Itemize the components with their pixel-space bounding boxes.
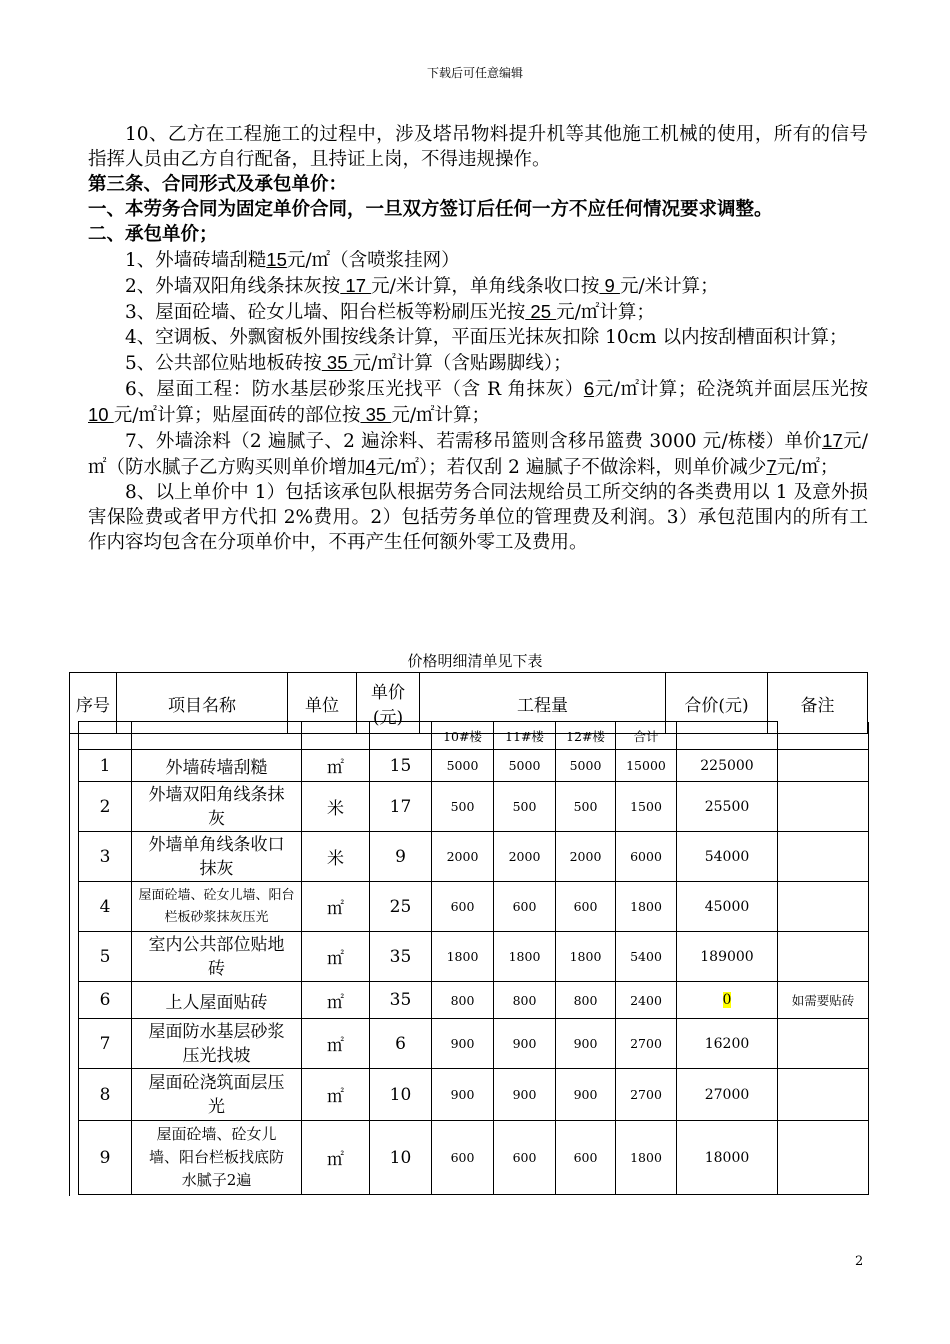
text: 元/㎡计算；贴屋面砖的部位按 bbox=[113, 405, 361, 426]
price-value: 6 bbox=[583, 378, 595, 399]
header-price: 单价(元) bbox=[357, 673, 420, 734]
total-price: 225000 bbox=[677, 750, 778, 782]
qty-building-10: 500 bbox=[432, 782, 494, 832]
price-item-3 bbox=[88, 299, 868, 325]
item-name: 屋面砼浇筑面层压光 bbox=[132, 1069, 302, 1121]
qty-building-11: 500 bbox=[494, 782, 556, 832]
remark bbox=[778, 1069, 869, 1121]
table-row bbox=[79, 832, 869, 882]
table-row bbox=[79, 932, 869, 982]
qty-building-10: 1800 bbox=[432, 932, 494, 982]
total-price: 189000 bbox=[677, 932, 778, 982]
text: 元/㎡计算；砼浇筑并面层压光按 bbox=[594, 379, 868, 400]
price-item-4: 4、空调板、外飘窗板外围按线条计算，平面压光抹灰扣除 10cm 以内按刮槽面积计算； bbox=[125, 327, 848, 348]
item-name: 室内公共部位贴地砖 bbox=[132, 932, 302, 982]
item-unit: ㎡ bbox=[302, 1069, 370, 1121]
item-name: 上人屋面贴砖 bbox=[132, 982, 302, 1019]
header-note: 下载后可任意编辑 bbox=[426, 66, 523, 80]
table-row bbox=[79, 750, 869, 782]
total-price: 27000 bbox=[677, 1069, 778, 1121]
section-one-heading: 一、本劳务合同为固定单价合同，一旦双方签订后任何一方不应任何情况要求调整。 bbox=[88, 199, 773, 220]
price-value: 17 bbox=[340, 275, 372, 296]
qty-sum: 2400 bbox=[616, 982, 677, 1019]
price-value: 25 bbox=[525, 301, 557, 322]
header-building-11: 11#楼 bbox=[494, 722, 556, 750]
row-number: 9 bbox=[79, 1121, 132, 1195]
price-item-2 bbox=[88, 273, 868, 299]
row-number: 3 bbox=[79, 832, 132, 882]
qty-building-11: 900 bbox=[494, 1019, 556, 1069]
qty-sum: 1800 bbox=[616, 882, 677, 932]
text: 元/㎡）；若仅刮 2 遍腻子不做涂料，则单价减少 bbox=[375, 457, 767, 478]
price-item-5 bbox=[88, 350, 868, 376]
text: 元/㎡； bbox=[776, 457, 839, 478]
qty-building-10: 600 bbox=[432, 1121, 494, 1195]
qty-building-12: 600 bbox=[556, 882, 616, 932]
section-two-heading: 二、承包单价； bbox=[88, 224, 218, 245]
price-item-1 bbox=[88, 247, 868, 273]
unit-price: 35 bbox=[370, 982, 432, 1019]
price-item-8: 8、以上单价中 1）包括该承包队根据劳务合同法规给员工所交纳的各类费用以 1 及意外损害保险费或者甲方代扣 2%费用。2）包括劳务单位的管理费及利润。3）承包范围内的所有工作内容均包含在分项单价中，不再产生任何额外零工及费用。 bbox=[88, 482, 868, 553]
qty-building-11: 600 bbox=[494, 882, 556, 932]
subheader-row bbox=[79, 722, 869, 750]
table-caption: 价格明细清单见下表 bbox=[407, 652, 543, 670]
unit-price: 10 bbox=[370, 1069, 432, 1121]
text: 2、外墙双阳角线条抹灰按 bbox=[125, 276, 341, 297]
cell-empty bbox=[302, 722, 370, 750]
qty-sum: 1800 bbox=[616, 1121, 677, 1195]
price-value: 7 bbox=[766, 456, 777, 477]
text: 元/㎡（防水腻子乙方购买则单价增加 bbox=[88, 431, 869, 478]
text: 元/㎡计算； bbox=[391, 405, 491, 426]
highlighted-total: 0 bbox=[722, 992, 732, 1008]
header-remark: 备注 bbox=[768, 673, 868, 734]
qty-building-10: 5000 bbox=[432, 750, 494, 782]
cell-empty bbox=[677, 722, 778, 750]
header-seq: 序号 bbox=[70, 673, 117, 734]
qty-sum: 6000 bbox=[616, 832, 677, 882]
unit-price: 6 bbox=[370, 1019, 432, 1069]
qty-sum: 5400 bbox=[616, 932, 677, 982]
unit-price: 10 bbox=[370, 1121, 432, 1195]
table-row bbox=[79, 982, 869, 1019]
qty-sum: 2700 bbox=[616, 1069, 677, 1121]
qty-building-11: 800 bbox=[494, 982, 556, 1019]
qty-building-10: 2000 bbox=[432, 832, 494, 882]
remark bbox=[778, 882, 869, 932]
table-row bbox=[79, 882, 869, 932]
text: 元/㎡计算； bbox=[556, 302, 655, 323]
item-name: 屋面砼墙、砼女儿墙、阳台栏板找底防水腻子2遍 bbox=[132, 1121, 302, 1195]
qty-building-12: 900 bbox=[556, 1019, 616, 1069]
qty-building-12: 600 bbox=[556, 1121, 616, 1195]
unit-price: 35 bbox=[370, 932, 432, 982]
text: 元/米计算，单角线条收口按 bbox=[371, 276, 600, 297]
header-qty-sum: 合计 bbox=[616, 722, 677, 750]
qty-sum: 15000 bbox=[616, 750, 677, 782]
item-unit: ㎡ bbox=[302, 1121, 370, 1195]
price-item-6 bbox=[88, 376, 868, 428]
price-value: 10 bbox=[88, 404, 114, 425]
table-row bbox=[79, 782, 869, 832]
remark bbox=[778, 1019, 869, 1069]
item-name: 屋面防水基层砂浆压光找坡 bbox=[132, 1019, 302, 1069]
page-number: 2 bbox=[855, 1254, 864, 1269]
qty-sum: 2700 bbox=[616, 1019, 677, 1069]
row-number: 1 bbox=[79, 750, 132, 782]
item-unit: ㎡ bbox=[302, 982, 370, 1019]
price-item-7 bbox=[88, 428, 868, 480]
qty-building-11: 900 bbox=[494, 1069, 556, 1121]
text: 6、屋面工程：防水基层砂浆压光找平（含 R 角抹灰） bbox=[125, 379, 584, 400]
price-value: 9 bbox=[599, 275, 620, 296]
text: 7、外墙涂料（2 遍腻子、2 遍涂料、若需移吊篮则含移吊篮费 3000 元/栋楼）单价 bbox=[125, 431, 823, 452]
text: 元/㎡（含喷浆挂网） bbox=[286, 250, 460, 271]
qty-building-11: 2000 bbox=[494, 832, 556, 882]
unit-price: 15 bbox=[370, 750, 432, 782]
qty-building-12: 800 bbox=[556, 982, 616, 1019]
row-number: 2 bbox=[79, 782, 132, 832]
item-unit: 米 bbox=[302, 832, 370, 882]
qty-building-12: 5000 bbox=[556, 750, 616, 782]
qty-building-12: 500 bbox=[556, 782, 616, 832]
unit-price: 9 bbox=[370, 832, 432, 882]
total-price: 18000 bbox=[677, 1121, 778, 1195]
item-name: 屋面砼墙、砼女儿墙、阳台栏板砂浆抹灰压光 bbox=[132, 882, 302, 932]
price-value: 15 bbox=[266, 249, 287, 270]
text: 元/㎡计算（含贴踢脚线）； bbox=[352, 353, 572, 374]
remark bbox=[778, 750, 869, 782]
header-building-10: 10#楼 bbox=[432, 722, 494, 750]
total-price: 25500 bbox=[677, 782, 778, 832]
price-value: 17 bbox=[822, 430, 843, 451]
row-number: 5 bbox=[79, 932, 132, 982]
table-row bbox=[79, 1019, 869, 1069]
table-left-edge bbox=[69, 721, 70, 1196]
remark bbox=[778, 782, 869, 832]
row-number: 7 bbox=[79, 1019, 132, 1069]
text: 元/米计算； bbox=[619, 276, 719, 297]
table-row bbox=[79, 1069, 869, 1121]
item-unit: ㎡ bbox=[302, 750, 370, 782]
row-number: 4 bbox=[79, 882, 132, 932]
table-row bbox=[79, 1121, 869, 1195]
cell-empty bbox=[79, 722, 132, 750]
price-value: 35 bbox=[360, 404, 392, 425]
total-price bbox=[677, 982, 778, 1019]
article-3-heading: 第三条、合同形式及承包单价： bbox=[88, 174, 348, 195]
remark bbox=[778, 932, 869, 982]
row-number: 6 bbox=[79, 982, 132, 1019]
item-unit: ㎡ bbox=[302, 1019, 370, 1069]
qty-building-12: 1800 bbox=[556, 932, 616, 982]
qty-building-10: 600 bbox=[432, 882, 494, 932]
item-unit: ㎡ bbox=[302, 932, 370, 982]
remark bbox=[778, 832, 869, 882]
price-value: 4 bbox=[365, 456, 376, 477]
header-total: 合价(元) bbox=[666, 673, 768, 734]
header-unit: 单位 bbox=[288, 673, 357, 734]
unit-price: 17 bbox=[370, 782, 432, 832]
qty-building-12: 900 bbox=[556, 1069, 616, 1121]
item-name: 外墙砖墙刮糙 bbox=[132, 750, 302, 782]
item-unit: ㎡ bbox=[302, 882, 370, 932]
price-value: 35 bbox=[321, 352, 353, 373]
remark bbox=[778, 1121, 869, 1195]
total-price: 45000 bbox=[677, 882, 778, 932]
qty-building-11: 600 bbox=[494, 1121, 556, 1195]
row-number: 8 bbox=[79, 1069, 132, 1121]
total-price: 54000 bbox=[677, 832, 778, 882]
header-quantity: 工程量 bbox=[420, 673, 666, 734]
qty-building-11: 1800 bbox=[494, 932, 556, 982]
qty-sum: 1500 bbox=[616, 782, 677, 832]
qty-building-12: 2000 bbox=[556, 832, 616, 882]
text: 5、公共部位贴地板砖按 bbox=[125, 353, 322, 374]
total-price: 16200 bbox=[677, 1019, 778, 1069]
header-building-12: 12#楼 bbox=[556, 722, 616, 750]
price-table bbox=[78, 721, 869, 1195]
text: 1、外墙砖墙刮糙 bbox=[125, 250, 267, 271]
cell-empty bbox=[778, 722, 869, 750]
cell-empty bbox=[370, 722, 432, 750]
qty-building-10: 800 bbox=[432, 982, 494, 1019]
item-name: 外墙单角线条收口抹灰 bbox=[132, 832, 302, 882]
remark: 如需要贴砖 bbox=[778, 982, 869, 1019]
header-name: 项目名称 bbox=[117, 673, 288, 734]
unit-price: 25 bbox=[370, 882, 432, 932]
paragraph-item-10: 10、乙方在工程施工的过程中，涉及塔吊物料提升机等其他施工机械的使用，所有的信号指挥人员由乙方自行配备，且持证上岗，不得违规操作。 bbox=[88, 124, 868, 170]
item-unit: 米 bbox=[302, 782, 370, 832]
qty-building-11: 5000 bbox=[494, 750, 556, 782]
item-name: 外墙双阳角线条抹灰 bbox=[132, 782, 302, 832]
qty-building-10: 900 bbox=[432, 1069, 494, 1121]
text: 3、屋面砼墙、砼女儿墙、阳台栏板等粉刷压光按 bbox=[125, 302, 526, 323]
contract-body bbox=[88, 122, 868, 555]
qty-building-10: 900 bbox=[432, 1019, 494, 1069]
cell-empty bbox=[132, 722, 302, 750]
